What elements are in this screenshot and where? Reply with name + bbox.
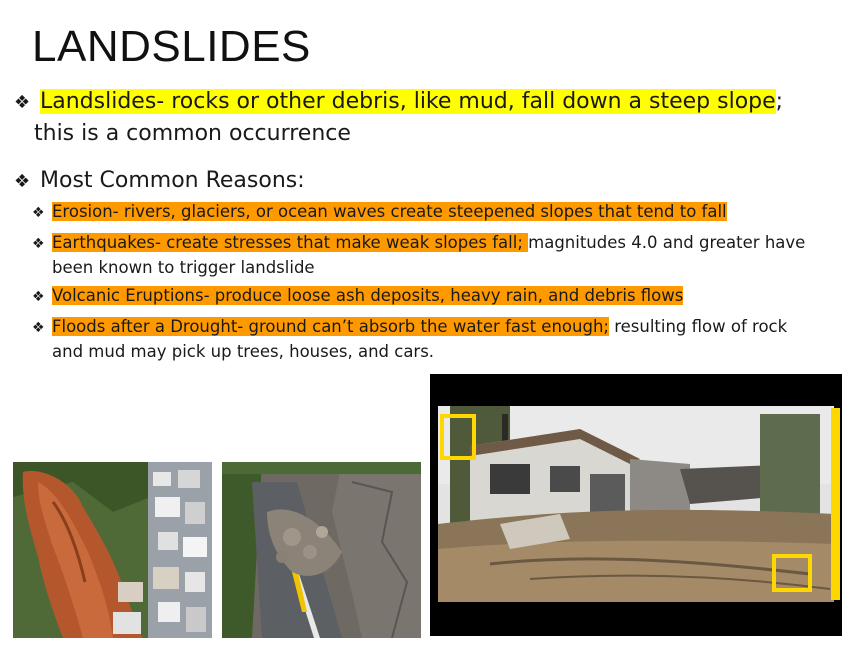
- definition-punct: ;: [775, 89, 784, 114]
- diamond-bullet-icon: ❖: [14, 92, 31, 113]
- reason-erosion: [32, 200, 842, 225]
- rockfall-highway-photo: [222, 462, 421, 638]
- definition-continuation: this is a common occurrence: [34, 121, 351, 146]
- reason-volcanic-highlight: Volcanic Eruptions- produce loose ash deposits, heavy rain, and debris flows: [52, 286, 684, 305]
- reason-earthquakes-highlight: Earthquakes- create stresses that make weak slopes fall;: [52, 233, 529, 252]
- reason-volcanic: [32, 284, 842, 309]
- reason-earthquakes-continuation: been known to trigger landslide: [52, 258, 315, 277]
- mudslide-house-video-still: [430, 374, 842, 636]
- reason-earthquakes: [32, 231, 842, 280]
- aerial-landslide-hillside-photo: [13, 462, 212, 638]
- reason-floods-rest: resulting flow of rock: [608, 317, 788, 336]
- reason-floods: [32, 315, 842, 364]
- bullet-common-reasons: [14, 167, 854, 196]
- reason-erosion-highlight: Erosion- rivers, glaciers, or ocean waves create steepened slopes that tend to fall: [52, 202, 727, 221]
- bullet-landslides-definition: [14, 86, 854, 149]
- reasons-heading: Most Common Reasons:: [40, 168, 305, 193]
- diamond-bullet-icon: ❖: [14, 171, 31, 192]
- reason-floods-continuation: and mud may pick up trees, houses, and cars.: [52, 342, 435, 361]
- diamond-bullet-icon: ❖: [32, 320, 45, 336]
- reason-earthquakes-rest: magnitudes 4.0 and greater have: [528, 233, 806, 252]
- diamond-bullet-icon: ❖: [32, 289, 45, 305]
- definition-highlight: Landslides- rocks or other debris, like mud, fall down a steep slope: [40, 89, 776, 114]
- reason-floods-highlight: Floods after a Drought- ground can’t absorb the water fast enough;: [52, 317, 609, 336]
- diamond-bullet-icon: ❖: [32, 236, 45, 252]
- diamond-bullet-icon: ❖: [32, 205, 45, 221]
- slide-title: LANDSLIDES: [32, 22, 311, 71]
